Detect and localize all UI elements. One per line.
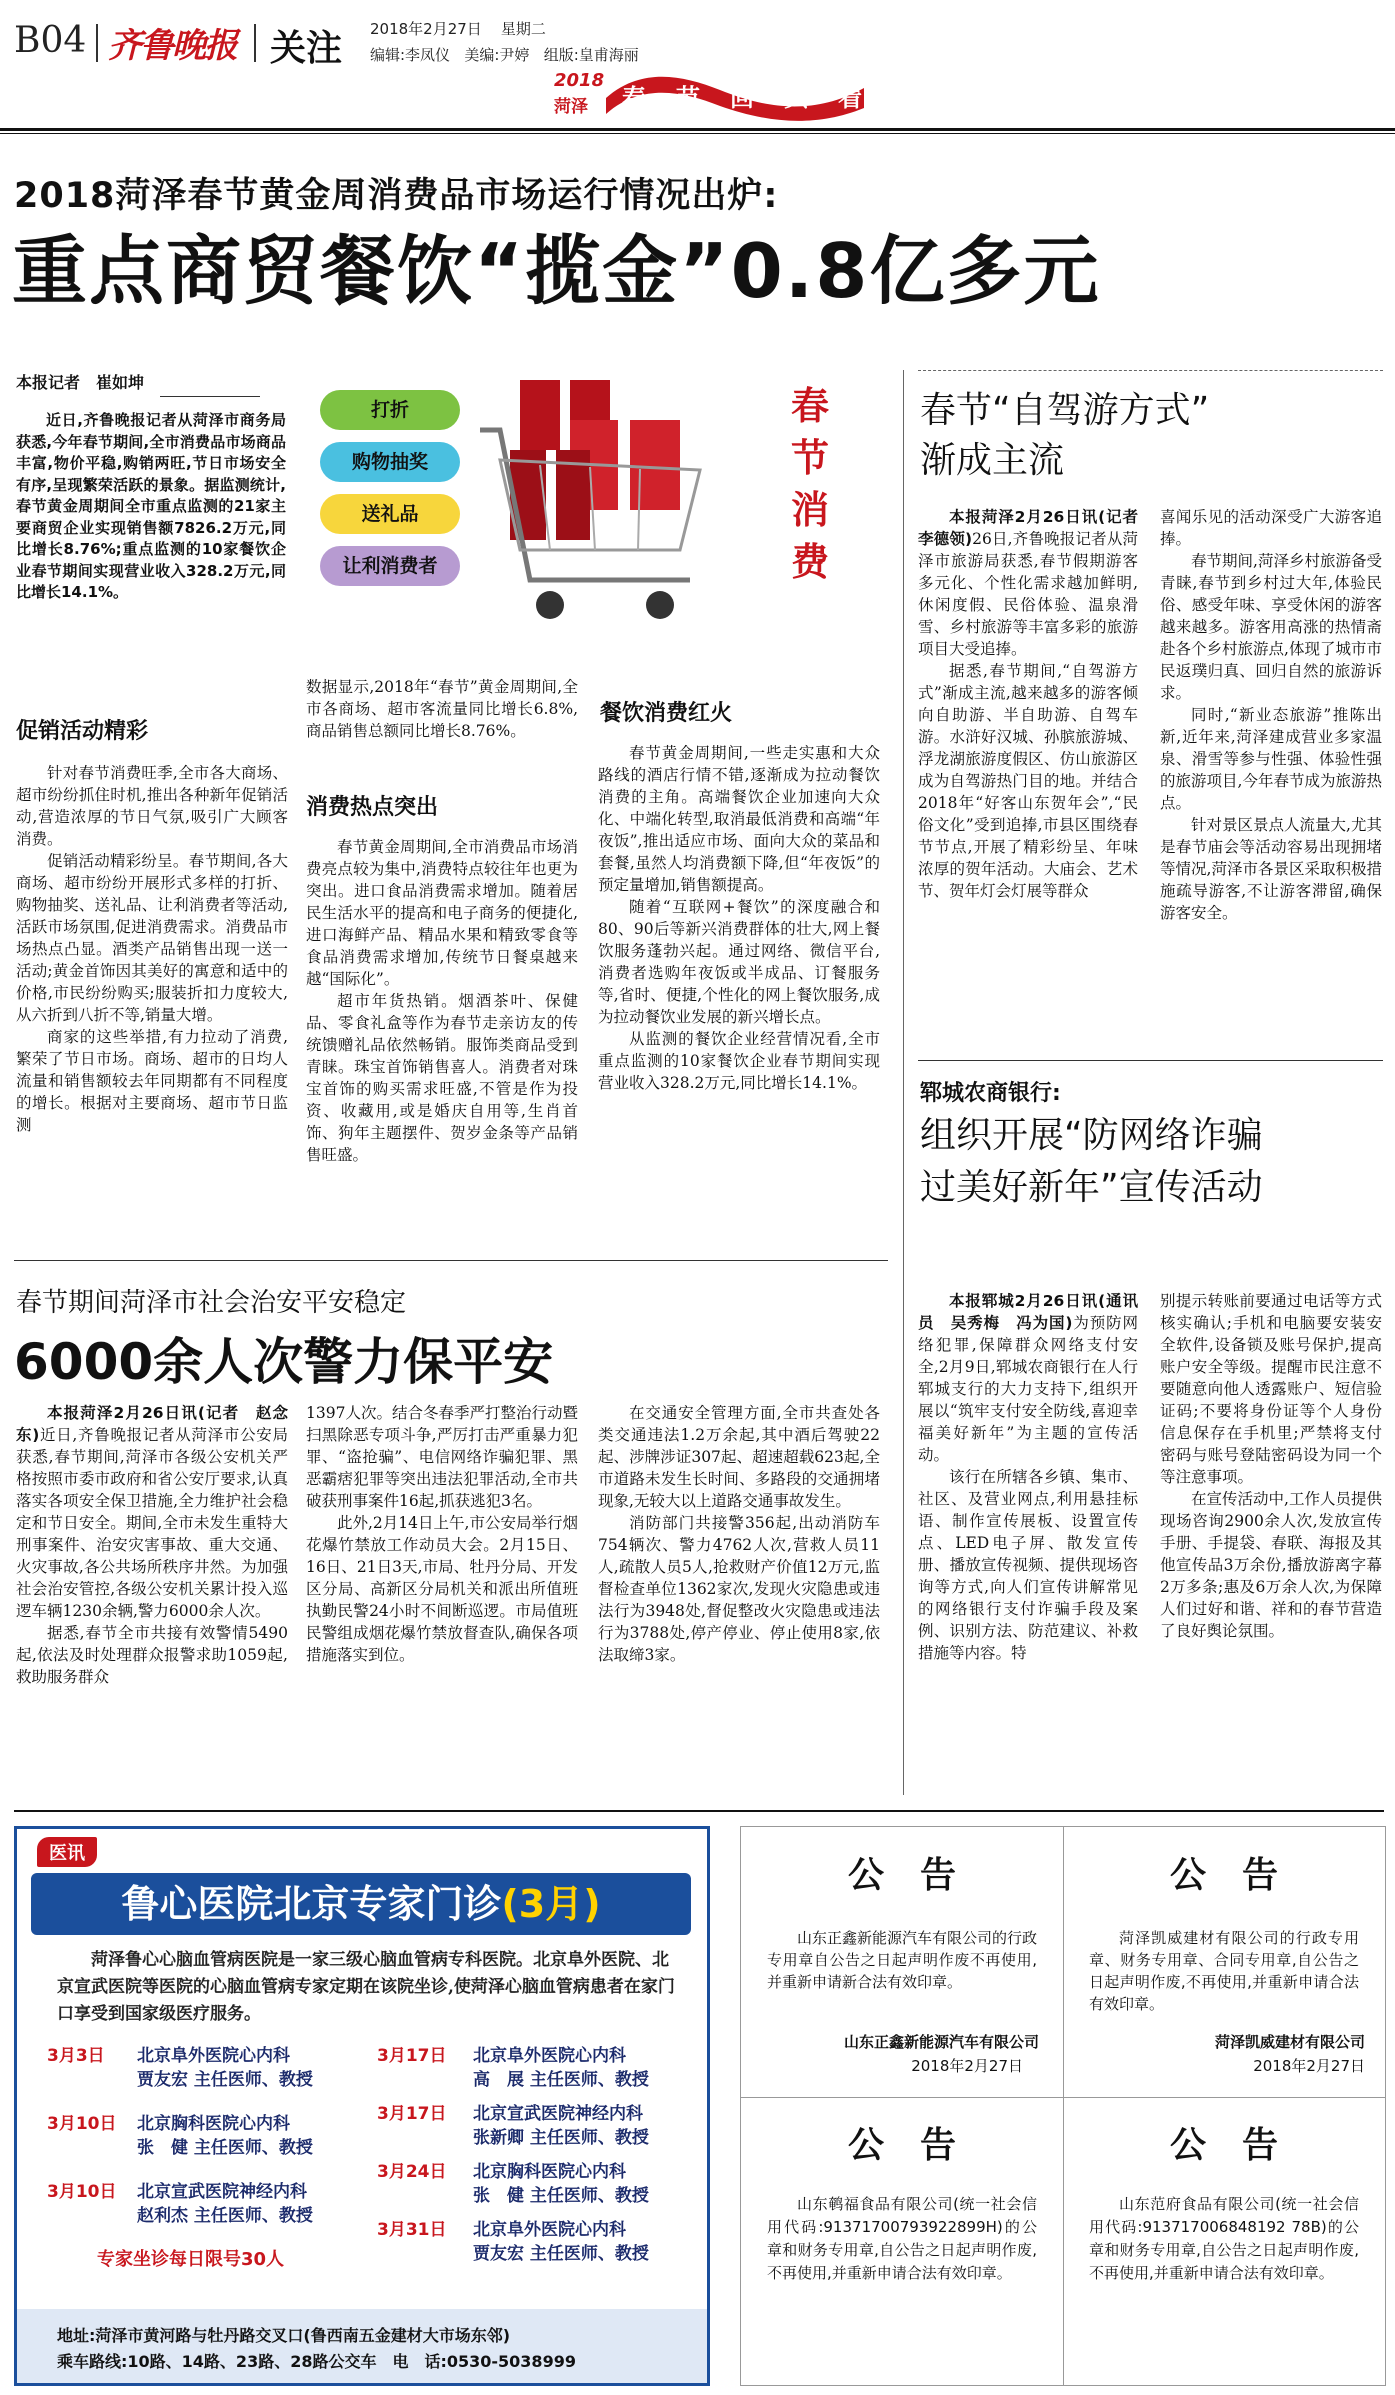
series-city: 菏泽 [554,97,588,117]
paragraph: 针对春节消费旺季,全市各大商场、超市纷纷抓住时机,推出各种新年促销活动,营造浓厚的节日气氛,吸引广大顾客消费。 [16,764,288,848]
ad-intro: 菏泽鲁心心脑血管病医院是一家三级心脑血管病专科医院。北京阜外医院、北京宣武医院等医院的心脑血管病专家定期在该院坐诊,使菏泽心脑血管病患者在家门口享受到国家级医疗服务。 [57,1950,675,2024]
vertical-title: 春 节 消 费 [790,384,829,584]
series-logo [550,66,870,128]
paragraph: 在交通安全管理方面,全市共查处各类交通违法1.2万余起,其中酒后驾驶22起、涉牌涉证307起、超速超载623起,全市道路未发生长时间、多路段的交通拥堵现象,无较大以上道路交通事故发生。 [598,1404,880,1510]
paragraph: 为预防网络犯罪,保障群众网络支付安全,2月9日,郓城农商银行在人行郓城支行的大力支持下,组织开展以“筑牢支付安全防线,喜迎幸福美好新年”为主题的宣传活动。 [918,1314,1138,1464]
notice-sign: 山东正鑫新能源汽车有限公司 [843,2033,1039,2051]
hospital-ad [14,1826,710,2386]
masthead [0,0,1395,135]
ad-limit: 专家坐诊每日限号30人 [97,2249,285,2270]
notice-body: 山东正鑫新能源汽车有限公司的行政专用章自公告之日起声明作废不再使用,并重新申请新合法有效印章。 [767,1929,1038,1991]
police-byline: 本报菏泽2月26日讯(记者 赵念东) [16,1404,288,1444]
notice-title: 公 告 [847,2125,956,2166]
bank-headline: 组织开展“防网络诈骗 过美好新年”宣传活动 [920,1115,1263,1208]
lead-col2 [306,676,578,742]
notice-title: 公 告 [847,1855,956,1896]
travel-byline: 本报菏泽2月26日讯(记者 李德领) [918,508,1154,548]
ad-badge: 医讯 [37,1837,97,1867]
schedule-entry: 3月3日 北京阜外医院心内科 贾友宏 主任医师、教授 [47,2046,313,2090]
schedule-entry: 3月31日 北京阜外医院心内科 贾友宏 主任医师、教授 [377,2220,649,2264]
series-char: 节 [676,84,700,112]
intro-paragraph: 近日,齐鲁晚报记者从菏泽市商务局获悉,今年春节期间,全市消费品市场商品丰富,物价平稳,购销两旺,节日市场安全有序,呈现繁荣活跃的景象。据监测统计,春节黄金周期间全市重点监测的21家主要商贸企业实现销售额7826.2万元,同比增长8.76%;重点监测的10家餐饮企业春节期间实现营业收入328.2万元,同比增长14.1%。 [16,411,286,601]
paragraph: 针对景区景点人流量大,尤其是春节庙会等活动容易出现拥堵等情况,菏泽市各景区采取积极措施疏导游客,不让游客滞留,确保游客安全。 [1160,816,1382,922]
bank-col1 [918,1290,1138,1664]
paragraph: 别提示转账前要通过电话等方式核实确认;手机和电脑要安装安全软件,设备锁及账号保护,提高账户安全等级。提醒市民注意不要随意向他人透露账户、短信验证码;不要将身份证等个人身份信息保存在手机里;严禁将支付密码与账号登陆密码设为同一个等注意事项。 [1160,1292,1382,1486]
schedule-entry: 3月24日 北京胸科医院心内科 张 健 主任医师、教授 [377,2162,649,2206]
section-name: 关注 [270,28,343,69]
paragraph: 据悉,春节期间,“自驾游方式”渐成主流,越来越多的游客倾向自助游、半自助游、自驾车游。水浒好汉城、孙膑旅游城、浮龙湖旅游度假区、仿山旅游区成为自驾游热门目的地。并结合2018年“好客山东贺年会”,“民俗文化”受到追捧,市县区围绕春节节点,开展了精彩纷呈、年味浓厚的贺年活动。大庙会、艺术节、贺年灯会灯展等群众 [918,662,1138,900]
ad-title: 鲁心医院北京专家门诊 [121,1882,502,1926]
ad-title-bar [31,1873,691,1935]
travel-col2 [1160,506,1382,924]
page-number: B04 [14,20,87,61]
ad-schedule-right [377,2041,697,2273]
staff-line: 编辑:李凤仪 美编:尹婷 组版:皇甫海丽 [370,46,639,64]
travel-col1 [918,506,1154,902]
notice-title: 公 告 [1169,2125,1278,2166]
lead-kicker: 2018菏泽春节黄金周消费品市场运行情况出炉: [14,176,779,216]
paragraph: 同时,“新业态旅游”推陈出新,近年来,菏泽建成营业多家温泉、滑雪等参与性强、体验性强的旅游项目,今年春节成为旅游热点。 [1160,706,1382,812]
notice [1063,2097,1385,2385]
notice-sign: 菏泽凯威建材有限公司 [1214,2033,1365,2051]
lead-intro [16,410,286,604]
lead-col2b [306,836,578,1166]
notice [1063,1827,1385,2097]
ad-schedule-left [37,2041,357,2271]
bank-col2 [1160,1290,1382,1642]
police-kicker: 春节期间菏泽市社会治安平安稳定 [16,1288,407,1318]
paragraph: 数据显示,2018年“春节”黄金周期间,全市各商场、超市客流量同比增长6.8%,商品销售总额同比增长8.76%。 [306,678,578,740]
schedule-entry: 3月17日 北京阜外医院心内科 高 展 主任医师、教授 [377,2046,649,2090]
schedule-entry: 3月10日 北京宣武医院神经内科 赵利杰 主任医师、教授 [47,2182,313,2226]
section-title-hotspots: 消费热点突出 [306,795,439,820]
lead-col1 [16,762,288,1136]
notice [741,1827,1063,2097]
paragraph: 商家的这些举措,有力拉动了消费,繁荣了节日市场。商场、超市的日均人流量和销售额较去年同期都有不同程度的增长。根据对主要商场、超市节日监测 [16,1028,288,1134]
schedule-entry: 3月10日 北京胸科医院心内科 张 健 主任医师、教授 [47,2114,313,2158]
shopping-graphic [300,350,860,680]
lead-headline: 重点商贸餐饮“揽金”0.8亿多元 [12,227,1101,315]
notice-body: 山东鹌福食品有限公司(统一社会信用代码:91371700793922899H)的公章和财务专用章,自公告之日起声明作废,不再使用,并重新申请合法有效印章。 [767,2195,1037,2282]
paragraph: 喜闻乐见的活动深受广大游客追捧。 [1160,508,1382,548]
tag-gift: 送礼品 [320,494,460,534]
issue-date: 2018年2月27日 星期二 [370,20,546,38]
paper-logo: 齐鲁晚报 [108,26,236,66]
paragraph: 近日,齐鲁晚报记者从菏泽市公安局获悉,春节期间,菏泽市各级公安机关严格按照市委市政府和省公安厅要求,认真落实各项安全保卫措施,全力维护社会稳定和节日安全。期间,全市未发生重特大刑事案件、治安灾害事故、重大交通、火灾事故,各公共场所秩序井然。为加强社会治安管控,各级公安机关累计投入巡逻车辆1230余辆,警力6000余人次。 [16,1426,288,1620]
paragraph: 促销活动精彩纷呈。春节期间,各大商场、超市纷纷开展形式多样的打折、购物抽奖、送礼品、让利消费者等活动,活跃市场氛围,促进消费需求。消费品市场热点凸显。酒类产品销售出现一送一活动;黄金首饰因其美好的寓意和适中的价格,市民纷纷购买;服装折扣力度较大,从六折到八折不等,销量大增。 [16,852,288,1024]
paragraph: 随着“互联网+餐饮”的深度融合和80、90后等新兴消费群体的壮大,网上餐饮服务蓬勃兴起。通过网络、微信平台,消费者选购年夜饭或半成品、订餐服务等,省时、便捷,个性化的网上餐饮服务,成为拉动餐饮业发展的新兴增长点。 [598,898,880,1026]
paragraph: 春节黄金周期间,全市消费品市场消费亮点较为集中,消费特点较往年也更为突出。进口食品消费需求增加。随着居民生活水平的提高和电子商务的便捷化,进口海鲜产品、精品水果和精致零食等食品消费需求增加,传统节日餐桌越来越“国际化”。 [306,838,578,988]
section-title-promotions: 促销活动精彩 [16,719,149,744]
police-col3 [598,1402,880,1666]
police-headline: 6000余人次警力保平安 [14,1333,554,1391]
lead-byline: 本报记者 崔如坤 [16,373,145,392]
paragraph: 从监测的餐饮企业经营情况看,全市重点监测的10家餐饮企业春节期间实现营业收入328.2万元,同比增长14.1%。 [598,1030,880,1092]
tag-discount: 打折 [320,390,460,430]
notice-title: 公 告 [1169,1855,1278,1896]
bank-byline: 本报郓城2月26日讯(通讯员 吴秀梅 冯为国) [918,1292,1138,1332]
police-col2 [306,1402,578,1666]
paragraph: 该行在所辖各乡镇、集市、社区、及营业网点,利用悬挂标语、制作宣传展板、设置宣传点、LED电子屏、散发宣传册、播放宣传视频、提供现场咨询等方式,向人们宣传讲解常见的网络银行支付诈骗手段及案例、识别方法、防范建议、补救措施等内容。特 [918,1468,1138,1662]
series-char: 看 [838,84,862,112]
paragraph: 超市年货热销。烟酒茶叶、保健品、零食礼盒等作为春节走亲访友的传统馈赠礼品依然畅销。服饰类商品受到青睐。珠宝首饰销售喜人。消费者对珠宝首饰的购买需求旺盛,不管是作为投资、收藏用,或是婚庆自用等,生肖首饰、狗年主题摆件、贺岁金条等产品销售旺盛。 [306,992,578,1164]
notice-body: 山东范府食品有限公司(统一社会信用代码:913717006848192 78B)的公章和财务专用章,自公告之日起声明作废,不再使用,并重新申请合法有效印章。 [1089,2195,1359,2282]
paragraph: 春节黄金周期间,一些走实惠和大众路线的酒店行情不错,逐渐成为拉动餐饮消费的主角。高端餐饮企业加速向大众化、中端化转型,取消最低消费和高端“年夜饭”,推出适应市场、面向大众的菜品和套餐,虽然人均消费额下降,但“年夜饭”的预定量增加,销售额提高。 [598,744,880,894]
ad-title-month: (3月) [501,1882,601,1926]
lead-col3 [598,742,880,1094]
notice-date: 2018年2月27日 [911,2057,1023,2075]
series-char: 回 [730,84,754,112]
paragraph: 据悉,春节全市共接有效警情5490起,依法及时处理群众报警求助1059起,救助服务群众 [16,1624,288,1686]
notice [741,2097,1063,2385]
schedule-entry: 3月17日 北京宣武医院神经内科 张新卿 主任医师、教授 [377,2104,649,2148]
section-title-dining: 餐饮消费红火 [600,701,733,726]
notice-body: 菏泽凯威建材有限公司的行政专用章、财务专用章、合同专用章,自公告之日起声明作废,不再使用,并重新申请合法有效印章。 [1089,1929,1359,2013]
series-char: 头 [784,84,808,112]
notices-grid [740,1826,1386,2386]
bank-kicker: 郓城农商银行: [920,1081,1061,1106]
notice-date: 2018年2月27日 [1253,2057,1365,2075]
travel-headline: 春节“自驾游方式” 渐成主流 [920,390,1210,481]
series-year: 2018 [554,70,605,91]
ad-bus: 乘车路线:10路、14路、23路、28路公交车 电 话:0530-5038999 [57,2352,576,2371]
paragraph: 春节期间,菏泽乡村旅游备受青睐,春节到乡村过大年,体验民俗、感受年味、享受休闲的游客越来越多。游客用高涨的热情斋赴各个乡村旅游点,体现了城市市民返璞归真、回归自然的旅游诉求。 [1160,552,1382,702]
tag-lottery: 购物抽奖 [320,442,460,482]
paragraph: 1397人次。结合冬春季严打整治行动暨扫黑除恶专项斗争,严厉打击严重暴力犯罪、“盗抢骗”、电信网络诈骗犯罪、黑恶霸痞犯罪等突出违法犯罪活动,全市共破获刑事案件16起,抓获逃犯3名。 [306,1404,578,1510]
paragraph: 在宣传活动中,工作人员提供现场咨询2900余人次,发放宣传手册、手提袋、春联、海报及其他宣传品3万余份,播放游离字幕2万多条;惠及6万余人次,为保障人们过好和谐、祥和的春节营造了良好舆论氛围。 [1160,1490,1382,1640]
paragraph: 26日,齐鲁晚报记者从菏泽市旅游局获悉,春节假期游客多元化、个性化需求越加鲜明,休闲度假、民俗体验、温泉滑雪、乡村旅游等丰富多彩的旅游项目大受追捧。 [918,530,1138,658]
police-col1 [16,1402,288,1688]
paragraph: 此外,2月14日上午,市公安局举行烟花爆竹禁放工作动员大会。2月15日、16日、21日3天,市局、牡丹分局、开发区分局、高新区分局机关和派出所值班执勤民警24小时不间断巡逻。市局值班民警组成烟花爆竹禁放督查队,确保各项措施落实到位。 [306,1514,578,1664]
series-char: 春 [622,84,646,112]
ad-address: 地址:菏泽市黄河路与牡丹路交叉口(鲁西南五金建材大市场东邻) [57,2326,511,2345]
cart-icon [460,350,720,680]
tag-rebate: 让利消费者 [320,546,460,586]
paragraph: 消防部门共接警356起,出动消防车754辆次、警力4762人次,营救人员11人,疏散人员5人,抢救财产价值12万元,监督检查单位1362家次,发现火灾隐患或违法行为3948处,督促整改火灾隐患或违法行为3788处,停产停业、停止使用8家,依法取缔3家。 [598,1514,880,1664]
